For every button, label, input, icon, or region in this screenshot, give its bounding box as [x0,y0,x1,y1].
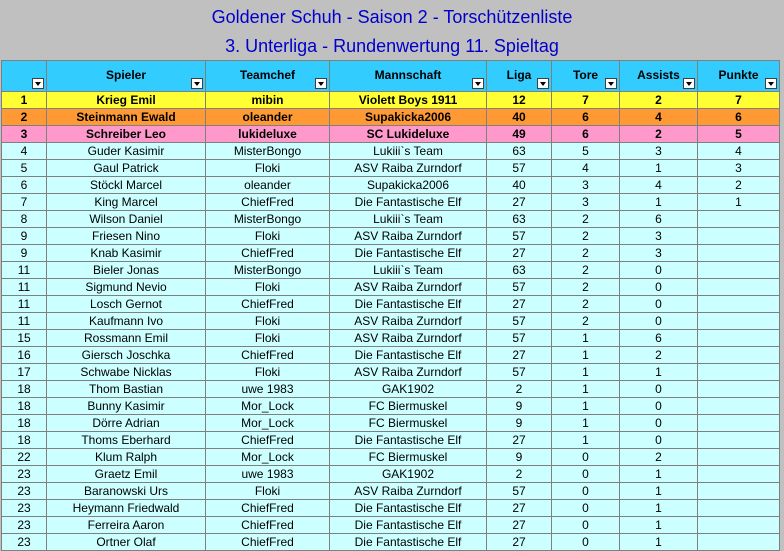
team-cell: Die Fantastische Elf [330,517,487,534]
rank-cell: 6 [2,177,47,194]
player-cell: Klum Ralph [47,449,206,466]
team-cell: Lukiii`s Team [330,211,487,228]
points-cell: 1 [698,194,780,211]
goals-cell: 2 [552,313,620,330]
table-row [2,109,780,126]
player-cell: Wilson Daniel [47,211,206,228]
teamchef-cell: Floki [206,364,330,381]
filter-dropdown-icon[interactable] [472,78,484,89]
league-cell: 9 [487,415,552,432]
column-header-teamchef: Teamchef [206,61,330,92]
player-cell: Rossmann Emil [47,330,206,347]
teamchef-cell: MisterBongo [206,143,330,160]
rank-cell: 4 [2,143,47,160]
assists-cell: 0 [620,415,698,432]
teamchef-cell: oleander [206,177,330,194]
table-row [2,313,780,330]
filter-dropdown-icon[interactable] [537,78,549,89]
goals-cell: 1 [552,432,620,449]
player-cell: Sigmund Nevio [47,279,206,296]
teamchef-cell: lukideluxe [206,126,330,143]
goals-cell: 4 [552,160,620,177]
header-row [2,61,780,92]
player-cell: Stöckl Marcel [47,177,206,194]
league-cell: 40 [487,109,552,126]
table-body [2,92,780,551]
goals-cell: 2 [552,245,620,262]
player-cell: Knab Kasimir [47,245,206,262]
team-cell: ASV Raiba Zurndorf [330,279,487,296]
team-cell: Die Fantastische Elf [330,194,487,211]
assists-cell: 3 [620,143,698,160]
assists-cell: 0 [620,296,698,313]
goals-cell: 1 [552,364,620,381]
points-cell [698,483,780,500]
points-cell [698,432,780,449]
teamchef-cell: Mor_Lock [206,449,330,466]
assists-cell: 2 [620,347,698,364]
table-row [2,194,780,211]
player-cell: Ferreira Aaron [47,517,206,534]
league-cell: 57 [487,313,552,330]
assists-cell: 0 [620,262,698,279]
team-cell: GAK1902 [330,381,487,398]
page-title: Goldener Schuh - Saison 2 - Torschützenliste [211,7,573,27]
points-cell: 4 [698,143,780,160]
player-cell: Dörre Adrian [47,415,206,432]
goals-cell: 6 [552,126,620,143]
player-cell: Schreiber Leo [47,126,206,143]
rank-cell: 11 [2,279,47,296]
team-cell: Supakicka2006 [330,109,487,126]
player-cell: Thom Bastian [47,381,206,398]
points-cell [698,364,780,381]
player-cell: Heymann Friedwald [47,500,206,517]
rank-cell: 16 [2,347,47,364]
assists-cell: 1 [620,500,698,517]
points-cell [698,398,780,415]
table-row [2,330,780,347]
rank-cell: 9 [2,228,47,245]
goals-cell: 2 [552,228,620,245]
teamchef-cell: MisterBongo [206,262,330,279]
assists-cell: 1 [620,160,698,177]
team-cell: ASV Raiba Zurndorf [330,313,487,330]
rank-cell: 23 [2,483,47,500]
rank-cell: 23 [2,517,47,534]
player-cell: Losch Gernot [47,296,206,313]
column-header-rank [2,61,47,92]
column-header-spieler: Spieler [47,61,206,92]
column-header-tore: Tore [552,61,620,92]
rank-cell: 8 [2,211,47,228]
player-cell: Gaul Patrick [47,160,206,177]
assists-cell: 6 [620,330,698,347]
points-cell [698,262,780,279]
goals-cell: 0 [552,483,620,500]
assists-cell: 0 [620,381,698,398]
points-cell [698,415,780,432]
rank-cell: 18 [2,398,47,415]
teamchef-cell: Floki [206,160,330,177]
player-cell: Friesen Nino [47,228,206,245]
table-row [2,92,780,109]
filter-dropdown-icon[interactable] [315,78,327,89]
rank-cell: 18 [2,415,47,432]
team-cell: ASV Raiba Zurndorf [330,483,487,500]
column-header-liga: Liga [487,61,552,92]
assists-cell: 0 [620,279,698,296]
filter-dropdown-icon[interactable] [191,78,203,89]
player-cell: Ortner Olaf [47,534,206,551]
teamchef-cell: mibin [206,92,330,109]
column-header-mannschaft: Mannschaft [330,61,487,92]
table-row [2,500,780,517]
team-cell: ASV Raiba Zurndorf [330,364,487,381]
team-cell: Lukiii`s Team [330,143,487,160]
league-cell: 12 [487,92,552,109]
teamchef-cell: MisterBongo [206,211,330,228]
table-row [2,432,780,449]
goals-cell: 1 [552,398,620,415]
filter-dropdown-icon[interactable] [683,78,695,89]
league-cell: 63 [487,211,552,228]
team-cell: Die Fantastische Elf [330,500,487,517]
team-cell: Die Fantastische Elf [330,534,487,551]
team-cell: Die Fantastische Elf [330,245,487,262]
assists-cell: 6 [620,211,698,228]
player-cell: Baranowski Urs [47,483,206,500]
filter-dropdown-icon[interactable] [605,78,617,89]
column-header-punkte: Punkte [698,61,780,92]
team-cell: Die Fantastische Elf [330,347,487,364]
table-row [2,517,780,534]
table-row [2,449,780,466]
table-row [2,364,780,381]
goals-cell: 2 [552,262,620,279]
table-row [2,415,780,432]
table-row [2,398,780,415]
team-cell: Lukiii`s Team [330,262,487,279]
rank-cell: 2 [2,109,47,126]
league-cell: 57 [487,330,552,347]
rank-cell: 11 [2,313,47,330]
table-row [2,279,780,296]
assists-cell: 3 [620,245,698,262]
points-cell [698,228,780,245]
page-subtitle: 3. Unterliga - Rundenwertung 11. Spieltag [225,36,559,56]
table-row [2,245,780,262]
team-cell: Supakicka2006 [330,177,487,194]
table-row [2,211,780,228]
player-cell: Guder Kasimir [47,143,206,160]
teamchef-cell: Floki [206,330,330,347]
teamchef-cell: uwe 1983 [206,466,330,483]
points-cell: 3 [698,160,780,177]
player-cell: Kaufmann Ivo [47,313,206,330]
goals-cell: 1 [552,415,620,432]
league-cell: 63 [487,143,552,160]
goals-cell: 0 [552,449,620,466]
league-cell: 2 [487,466,552,483]
rank-cell: 3 [2,126,47,143]
table-row [2,177,780,194]
league-cell: 27 [487,296,552,313]
points-cell [698,245,780,262]
assists-cell: 2 [620,92,698,109]
assists-cell: 0 [620,398,698,415]
team-cell: GAK1902 [330,466,487,483]
rank-cell: 23 [2,500,47,517]
assists-cell: 1 [620,364,698,381]
teamchef-cell: ChiefFred [206,245,330,262]
player-cell: Giersch Joschka [47,347,206,364]
rank-cell: 11 [2,262,47,279]
goals-cell: 0 [552,517,620,534]
rank-cell: 1 [2,92,47,109]
rank-cell: 17 [2,364,47,381]
team-cell: ASV Raiba Zurndorf [330,330,487,347]
table-row [2,296,780,313]
rank-cell: 18 [2,381,47,398]
league-cell: 9 [487,449,552,466]
assists-cell: 1 [620,466,698,483]
league-cell: 9 [487,398,552,415]
table-row [2,534,780,551]
assists-cell: 3 [620,228,698,245]
goals-cell: 1 [552,330,620,347]
teamchef-cell: Floki [206,228,330,245]
goals-cell: 1 [552,381,620,398]
league-cell: 57 [487,228,552,245]
points-cell [698,449,780,466]
teamchef-cell: ChiefFred [206,517,330,534]
goals-cell: 0 [552,466,620,483]
assists-cell: 4 [620,109,698,126]
teamchef-cell: ChiefFred [206,347,330,364]
teamchef-cell: Floki [206,483,330,500]
points-cell [698,330,780,347]
rank-cell: 11 [2,296,47,313]
assists-cell: 2 [620,449,698,466]
points-cell [698,381,780,398]
teamchef-cell: ChiefFred [206,432,330,449]
teamchef-cell: oleander [206,109,330,126]
table-row [2,466,780,483]
rank-cell: 5 [2,160,47,177]
teamchef-cell: Floki [206,313,330,330]
team-cell: Die Fantastische Elf [330,432,487,449]
goals-cell: 3 [552,177,620,194]
goals-cell: 0 [552,500,620,517]
teamchef-cell: Floki [206,279,330,296]
league-cell: 27 [487,534,552,551]
player-cell: Bunny Kasimir [47,398,206,415]
player-cell: Schwabe Nicklas [47,364,206,381]
league-cell: 63 [487,262,552,279]
points-cell [698,313,780,330]
column-header-assists: Assists [620,61,698,92]
team-cell: ASV Raiba Zurndorf [330,160,487,177]
goals-cell: 2 [552,296,620,313]
goals-cell: 2 [552,279,620,296]
assists-cell: 0 [620,432,698,449]
player-cell: Thoms Eberhard [47,432,206,449]
team-cell: FC Biermuskel [330,398,487,415]
assists-cell: 1 [620,517,698,534]
table-row [2,228,780,245]
assists-cell: 1 [620,194,698,211]
rank-cell: 9 [2,245,47,262]
table-row [2,143,780,160]
player-cell: Bieler Jonas [47,262,206,279]
teamchef-cell: ChiefFred [206,500,330,517]
league-cell: 27 [487,500,552,517]
goals-cell: 3 [552,194,620,211]
assists-cell: 4 [620,177,698,194]
goals-cell: 2 [552,211,620,228]
goals-cell: 1 [552,347,620,364]
table-row [2,347,780,364]
player-cell: Graetz Emil [47,466,206,483]
table-row [2,262,780,279]
points-cell: 5 [698,126,780,143]
teamchef-cell: uwe 1983 [206,381,330,398]
points-cell [698,211,780,228]
league-cell: 57 [487,364,552,381]
rank-cell: 22 [2,449,47,466]
rank-cell: 23 [2,466,47,483]
league-cell: 27 [487,194,552,211]
assists-cell: 1 [620,483,698,500]
points-cell [698,347,780,364]
points-cell: 7 [698,92,780,109]
points-cell [698,500,780,517]
points-cell [698,517,780,534]
league-cell: 27 [487,347,552,364]
league-cell: 49 [487,126,552,143]
league-cell: 27 [487,517,552,534]
assists-cell: 2 [620,126,698,143]
goals-cell: 5 [552,143,620,160]
team-cell: FC Biermuskel [330,415,487,432]
rank-cell: 23 [2,534,47,551]
rank-cell: 18 [2,432,47,449]
points-cell: 2 [698,177,780,194]
teamchef-cell: Mor_Lock [206,398,330,415]
player-cell: Steinmann Ewald [47,109,206,126]
points-cell [698,279,780,296]
goals-cell: 7 [552,92,620,109]
league-cell: 57 [487,279,552,296]
rank-cell: 15 [2,330,47,347]
table-row [2,126,780,143]
league-cell: 27 [487,432,552,449]
team-cell: ASV Raiba Zurndorf [330,228,487,245]
scorer-table [1,60,780,551]
team-cell: Die Fantastische Elf [330,296,487,313]
filter-dropdown-icon[interactable] [765,78,777,89]
filter-dropdown-icon[interactable] [32,78,44,89]
points-cell [698,534,780,551]
goals-cell: 6 [552,109,620,126]
rank-cell: 7 [2,194,47,211]
assists-cell: 1 [620,534,698,551]
player-cell: King Marcel [47,194,206,211]
player-cell: Krieg Emil [47,92,206,109]
teamchef-cell: Mor_Lock [206,415,330,432]
points-cell: 6 [698,109,780,126]
table-row [2,381,780,398]
league-cell: 57 [487,483,552,500]
teamchef-cell: ChiefFred [206,194,330,211]
teamchef-cell: ChiefFred [206,296,330,313]
league-cell: 57 [487,160,552,177]
team-cell: SC Lukideluxe [330,126,487,143]
teamchef-cell: ChiefFred [206,534,330,551]
league-cell: 2 [487,381,552,398]
goals-cell: 0 [552,534,620,551]
team-cell: Violett Boys 1911 [330,92,487,109]
league-cell: 40 [487,177,552,194]
assists-cell: 0 [620,313,698,330]
team-cell: FC Biermuskel [330,449,487,466]
league-cell: 27 [487,245,552,262]
table-row [2,160,780,177]
table-row [2,483,780,500]
points-cell [698,466,780,483]
points-cell [698,296,780,313]
